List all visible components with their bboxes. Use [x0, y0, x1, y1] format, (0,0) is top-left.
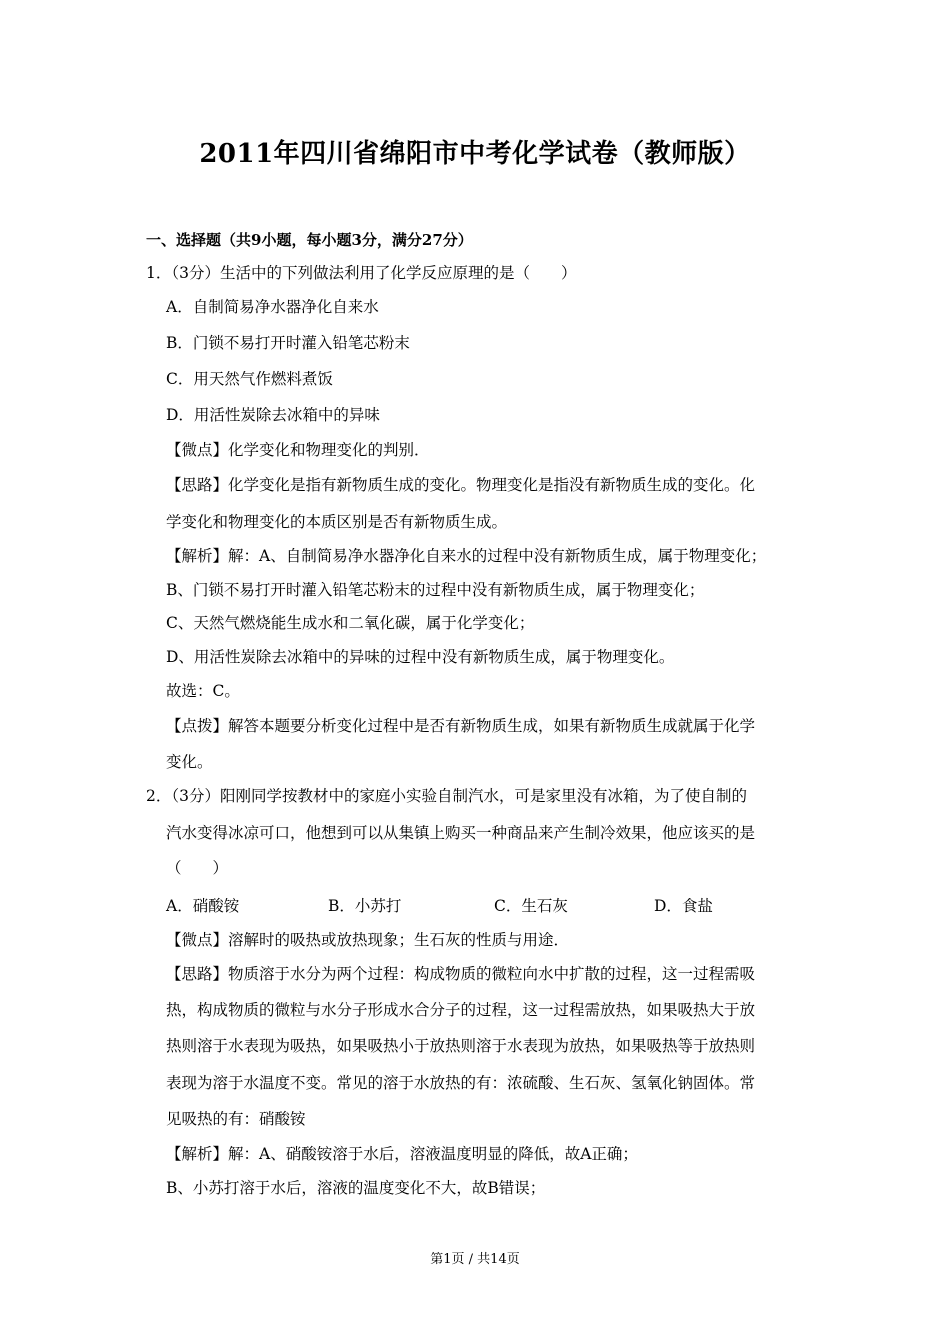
question-1-option-d: D．用活性炭除去冰箱中的异味 — [166, 406, 380, 424]
question-2-weidian: 【微点】溶解时的吸热或放热现象；生石灰的性质与用途． — [166, 931, 570, 949]
question-2-stem-line: （ ） — [166, 859, 229, 877]
question-2-option-b: B．小苏打 — [328, 897, 402, 915]
question-2-option-d: D．食盐 — [654, 897, 713, 915]
question-1-option-c: C．用天然气作燃料煮饭 — [166, 370, 333, 388]
question-2-silu-line: 【思路】物质溶于水分为两个过程：构成物质的微粒向水中扩散的过程，这一过程需吸 — [166, 965, 756, 983]
question-2-stem-line: 汽水变得冰凉可口，他想到可以从集镇上购买一种商品来产生制冷效果，他应该买的是 — [166, 824, 756, 842]
question-1-jiexi-line: B、门锁不易打开时灌入铅笔芯粉末的过程中没有新物质生成，属于物理变化； — [166, 581, 705, 599]
question-1-dianbo-line: 变化。 — [166, 753, 213, 771]
question-1-answer: 故选：C。 — [166, 682, 240, 700]
question-1-weidian: 【微点】化学变化和物理变化的判别． — [166, 441, 430, 459]
question-1-silu-line: 学变化和物理变化的本质区别是否有新物质生成。 — [166, 513, 508, 531]
page-footer: 第1页 / 共14页 — [430, 1252, 520, 1267]
question-1-option-a: A．自制简易净水器净化自来水 — [166, 298, 379, 316]
question-1-stem: 1．（3分）生活中的下列做法利用了化学反应原理的是（ ） — [146, 264, 577, 282]
question-1-jiexi-line: D、用活性炭除去冰箱中的异味的过程中没有新物质生成，属于物理变化。 — [166, 648, 675, 666]
section-heading: 一、选择题（共9小题，每小题3分，满分27分） — [146, 231, 473, 249]
question-2-silu-line: 见吸热的有：硝酸铵 — [166, 1110, 306, 1128]
question-1-jiexi-line: 【解析】解：A、自制简易净水器净化自来水的过程中没有新物质生成，属于物理变化； — [166, 547, 767, 565]
question-2-option-a: A．硝酸铵 — [166, 897, 240, 915]
question-1-dianbo-line: 【点拨】解答本题要分析变化过程中是否有新物质生成，如果有新物质生成就属于化学 — [166, 717, 756, 735]
question-2-silu-line: 热则溶于水表现为吸热，如果吸热小于放热则溶于水表现为放热，如果吸热等于放热则 — [166, 1037, 756, 1055]
question-1-jiexi-line: C、天然气燃烧能生成水和二氧化碳，属于化学变化； — [166, 614, 535, 632]
question-2-stem: 2．（3分）阳刚同学按教材中的家庭小实验自制汽水，可是家里没有冰箱，为了使自制的 — [146, 787, 747, 805]
question-2-silu-line: 热，构成物质的微粒与水分子形成水合分子的过程，这一过程需放热，如果吸热大于放 — [166, 1001, 756, 1019]
question-2-option-c: C．生石灰 — [494, 897, 568, 915]
question-1-silu-line: 【思路】化学变化是指有新物质生成的变化。物理变化是指没有新物质生成的变化。化 — [166, 476, 756, 494]
question-2-jiexi-line: B、小苏打溶于水后，溶液的温度变化不大，故B错误； — [166, 1179, 546, 1197]
question-2-silu-line: 表现为溶于水温度不变。常见的溶于水放热的有：浓硫酸、生石灰、氢氧化钠固体。常 — [166, 1074, 756, 1092]
question-2-jiexi-line: 【解析】解：A、硝酸铵溶于水后，溶液温度明显的降低，故A正确； — [166, 1145, 638, 1163]
document-title: 2011年四川省绵阳市中考化学试卷（教师版） — [199, 139, 751, 169]
question-1-option-b: B．门锁不易打开时灌入铅笔芯粉末 — [166, 334, 410, 352]
